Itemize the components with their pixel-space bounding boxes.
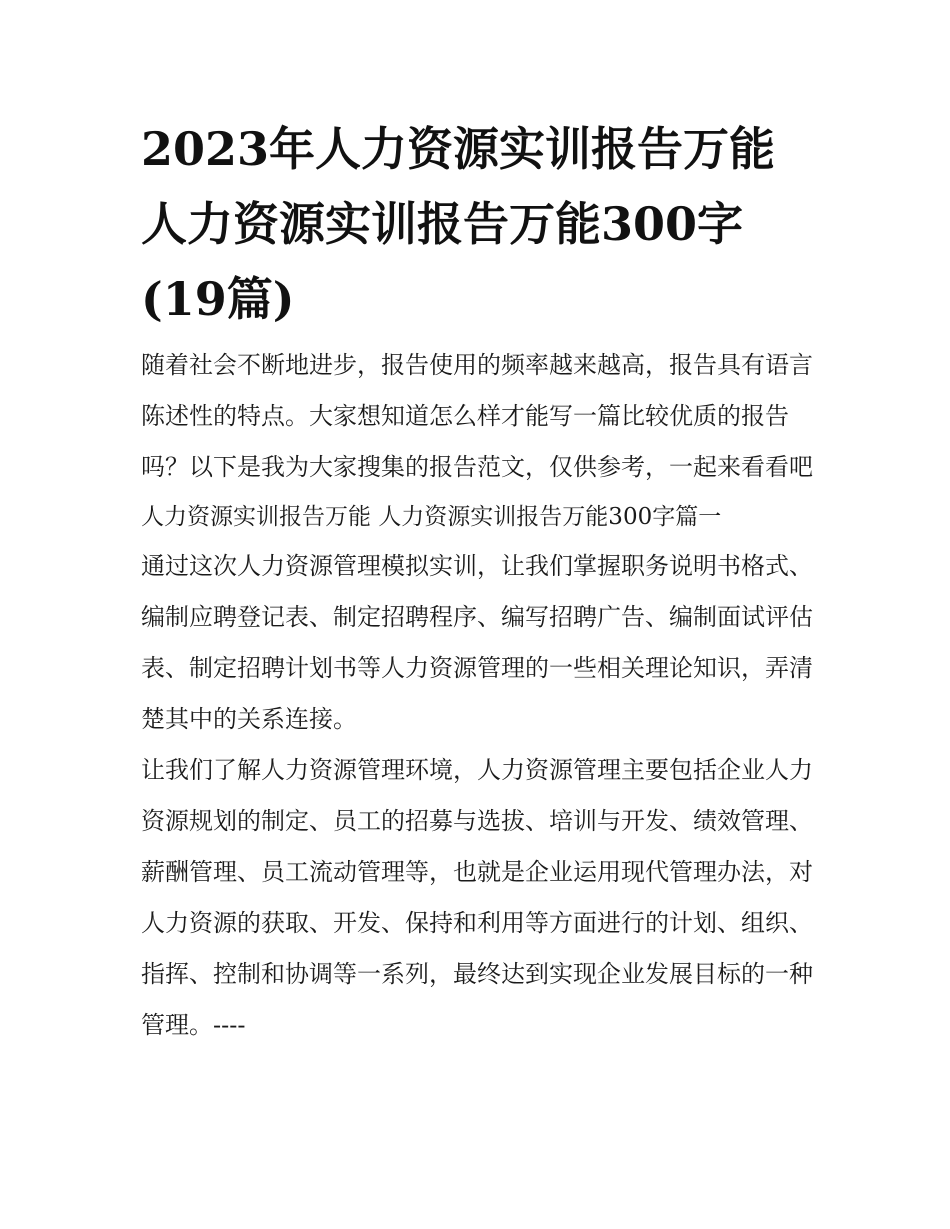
body-paragraph-1: 通过这次人力资源管理模拟实训，让我们掌握职务说明书格式、编制应聘登记表、制定招聘程序、编写招聘广告、编制面试评估表、制定招聘计划书等人力资源管理的一些相关理论知识，弄清楚其中的关系连接。 <box>141 552 813 733</box>
section-heading: 人力资源实训报告万能 人力资源实训报告万能300字篇一 <box>141 504 722 530</box>
intro-paragraph: 随着社会不断地进步，报告使用的频率越来越高，报告具有语言陈述性的特点。大家想知道怎么样才能写一篇比较优质的报告吗？以下是我为大家搜集的报告范文，仅供参考，一起来看看吧 <box>141 351 813 481</box>
body-paragraph-2: 让我们了解人力资源管理环境，人力资源管理主要包括企业人力资源规划的制定、员工的招募与选拔、培训与开发、绩效管理、薪酬管理、员工流动管理等，也就是企业运用现代管理办法，对人力资源的获取、开发、保持和利用等方面进行的计划、组织、指挥、控制和协调等一系列，最终达到实现企业发展目标的一种管理。---- <box>141 756 813 1039</box>
document-title: 2023年人力资源实训报告万能 人力资源实训报告万能300字(19篇) <box>141 122 776 326</box>
document-body <box>141 112 813 1051</box>
